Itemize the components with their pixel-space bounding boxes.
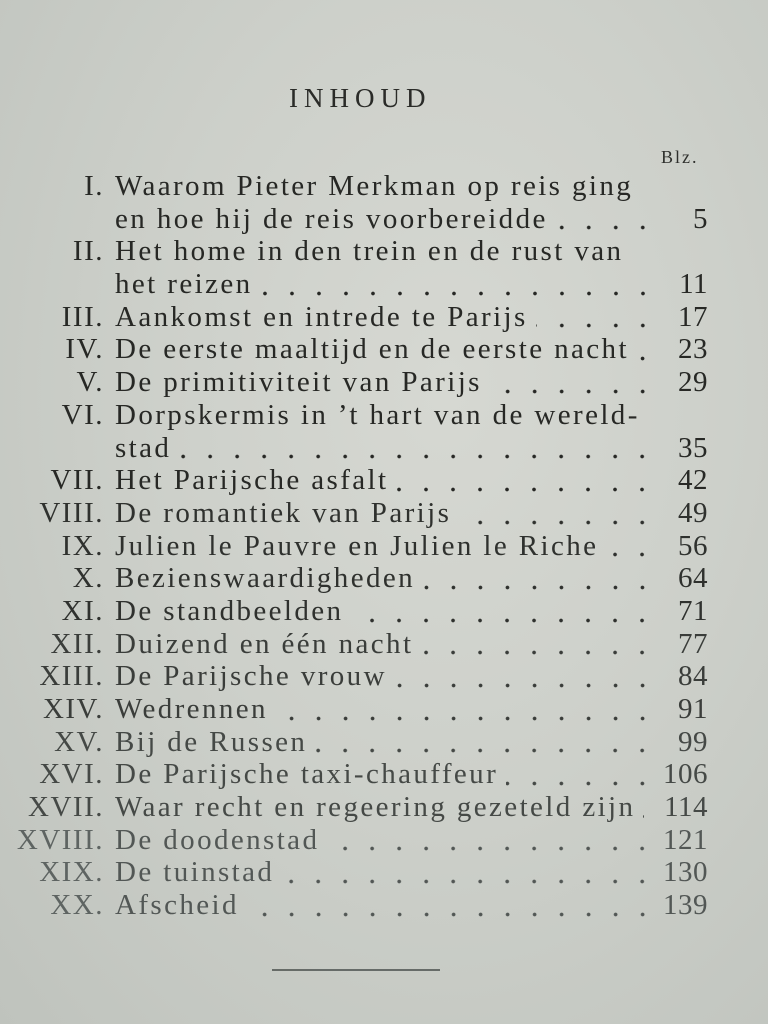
toc-line: [115, 235, 708, 268]
page-number: 11: [679, 268, 708, 301]
toc-entry: [0, 497, 768, 530]
chapter-title-line: Aankomst en intrede te Parijs: [115, 300, 528, 333]
chapter-title-line: en hoe hij de reis voorbereidde: [115, 202, 548, 235]
leader-dots: [282, 879, 656, 884]
toc-entry: [0, 693, 768, 726]
chapter-title: [115, 235, 708, 300]
toc-line: [115, 268, 708, 301]
toc-line: [115, 399, 708, 432]
leader-dots: [536, 323, 656, 328]
chapter-title: [115, 889, 708, 922]
toc-entry: [0, 235, 768, 300]
page-number: 5: [693, 202, 708, 235]
chapter-numeral: I.: [84, 170, 104, 202]
chapter-numeral: XII.: [50, 627, 104, 660]
leader-dots: [643, 814, 656, 819]
chapter-title-line: Het Parijsche asfalt: [115, 464, 389, 497]
leader-dots: [179, 454, 656, 459]
page-number: 130: [663, 856, 708, 889]
chapter-numeral: VII.: [50, 464, 104, 497]
chapter-title: [115, 824, 708, 857]
toc-entry: [0, 595, 768, 628]
page-number: 77: [678, 627, 708, 660]
toc-entry: [0, 530, 768, 563]
toc-line: [115, 203, 708, 236]
chapter-title: [115, 660, 708, 693]
leader-dots: [490, 389, 656, 394]
chapter-title-line: De tuinstad: [115, 856, 275, 889]
chapter-title: [115, 170, 708, 235]
chapter-title: [115, 366, 708, 399]
chapter-title-line: het reizen: [115, 268, 253, 301]
toc-entry: [0, 301, 768, 334]
chapter-title-line: De Parijsche taxi-chauffeur: [115, 758, 499, 791]
chapter-numeral: XX.: [50, 889, 104, 922]
toc-line: [115, 824, 708, 857]
leader-dots: [351, 618, 656, 623]
chapter-title-line: Waarom Pieter Merkman op reis ging: [115, 170, 634, 202]
toc-line: [115, 693, 708, 726]
leader-dots: [459, 520, 656, 525]
toc-line: [115, 628, 708, 661]
toc-line: [115, 497, 708, 530]
toc-line: [115, 432, 708, 465]
chapter-numeral: XIV.: [42, 693, 104, 725]
toc-entry: [0, 366, 768, 399]
toc-entry: [0, 824, 768, 857]
toc-entry: [0, 889, 768, 922]
chapter-title-line: De romantiek van Parijs: [115, 496, 452, 529]
chapter-numeral: IX.: [61, 529, 104, 562]
chapter-title: [115, 497, 708, 530]
page-title: INHOUD: [289, 83, 432, 113]
toc-entry: [0, 856, 768, 889]
chapter-numeral: XIX.: [39, 856, 104, 889]
toc-line: [115, 301, 708, 334]
toc-entry: [0, 628, 768, 661]
page-number: 49: [678, 496, 708, 529]
chapter-title-line: stad: [115, 431, 172, 464]
chapter-title-line: De standbeelden: [115, 594, 344, 627]
chapter-title-line: De Parijsche vrouw: [115, 660, 387, 693]
chapter-title-line: Afscheid: [115, 889, 239, 922]
bottom-rule: [272, 969, 440, 971]
page-number: 64: [678, 562, 708, 595]
page-number: 42: [678, 464, 708, 497]
chapter-title-line: Bezienswaardigheden: [115, 562, 416, 595]
chapter-numeral: VI.: [61, 398, 104, 431]
chapter-title-line: Waar recht en regeering gezeteld zijn: [115, 791, 636, 824]
page-number: 99: [678, 725, 708, 758]
chapter-title-line: De eerste maaltijd en de eerste nacht: [115, 333, 629, 366]
toc-line: [115, 889, 708, 922]
page-number: 71: [678, 594, 708, 627]
chapter-title: [115, 530, 708, 563]
chapter-title-line: Julien le Pauvre en Julien le Riche: [115, 529, 599, 562]
toc-entry: [0, 562, 768, 595]
leader-dots: [315, 748, 656, 753]
chapter-title: [115, 693, 708, 726]
chapter-numeral: XVI.: [39, 758, 104, 791]
toc-entry: [0, 660, 768, 693]
toc-line: [115, 366, 708, 399]
toc-line: [115, 660, 708, 693]
chapter-title: [115, 399, 708, 464]
toc-line: [115, 595, 708, 628]
leader-dots: [637, 356, 656, 361]
leader-dots: [327, 846, 656, 851]
chapter-title-line: Wedrennen: [115, 693, 268, 725]
chapter-title: [115, 856, 708, 889]
leader-dots: [421, 650, 656, 655]
page-number: 106: [663, 758, 708, 791]
toc-line: [115, 856, 708, 889]
chapter-numeral: XI.: [61, 594, 104, 627]
page-number: 56: [678, 529, 708, 562]
toc-entry: [0, 399, 768, 464]
chapter-numeral: IV.: [65, 333, 104, 366]
chapter-numeral: XVIII.: [16, 823, 104, 856]
leader-dots: [261, 291, 656, 296]
leader-dots: [506, 781, 656, 786]
leader-dots: [276, 716, 656, 721]
chapter-title-line: Duizend en één nacht: [115, 627, 414, 660]
chapter-title: [115, 628, 708, 661]
chapter-numeral: III.: [61, 300, 104, 333]
chapter-title: [115, 333, 708, 366]
page-number: 121: [663, 823, 708, 856]
chapter-title-line: Bij de Russen: [115, 725, 308, 758]
toc-line: [115, 791, 708, 824]
toc-entry: [0, 758, 768, 791]
toc-line: [115, 170, 708, 203]
toc-line: [115, 530, 708, 563]
toc-line: [115, 726, 708, 759]
toc-line: [115, 333, 708, 366]
toc-entry: [0, 726, 768, 759]
chapter-title-line: De doodenstad: [115, 823, 320, 856]
leader-dots: [247, 912, 656, 917]
page-number: 29: [678, 366, 708, 399]
page-number: 114: [664, 791, 708, 824]
toc-line: [115, 464, 708, 497]
page-number: 84: [678, 660, 708, 693]
toc-entry: [0, 333, 768, 366]
leader-dots: [395, 683, 656, 688]
chapter-title: [115, 562, 708, 595]
toc-entry: [0, 791, 768, 824]
page-number: 23: [678, 333, 708, 366]
page-number: 91: [678, 693, 708, 725]
leader-dots: [556, 225, 656, 230]
chapter-title-line: Dorpskermis in ’t hart van de wereld-: [115, 398, 640, 431]
chapter-title: [115, 791, 708, 824]
chapter-title: [115, 464, 708, 497]
table-of-contents: [0, 170, 768, 922]
page-number: 139: [663, 889, 708, 922]
leader-dots: [606, 552, 656, 557]
chapter-title-line: De primitiviteit van Parijs: [115, 366, 482, 399]
page-column-label: Blz.: [661, 147, 699, 167]
toc-line: [115, 758, 708, 791]
chapter-numeral: XV.: [54, 725, 104, 758]
chapter-numeral: VIII.: [39, 496, 104, 529]
toc-entry: [0, 464, 768, 497]
chapter-numeral: II.: [72, 235, 104, 268]
leader-dots: [423, 585, 656, 590]
chapter-title-line: Het home in den trein en de rust van: [115, 235, 624, 268]
chapter-numeral: XVII.: [28, 791, 104, 824]
chapter-title: [115, 595, 708, 628]
chapter-numeral: XIII.: [39, 660, 104, 693]
toc-entry: [0, 170, 768, 235]
chapter-title: [115, 301, 708, 334]
chapter-title: [115, 726, 708, 759]
toc-line: [115, 562, 708, 595]
chapter-title: [115, 758, 708, 791]
chapter-numeral: V.: [76, 366, 104, 399]
leader-dots: [396, 487, 656, 492]
page-number: 35: [678, 431, 708, 464]
chapter-numeral: X.: [72, 562, 104, 595]
page-number: 17: [678, 300, 708, 333]
